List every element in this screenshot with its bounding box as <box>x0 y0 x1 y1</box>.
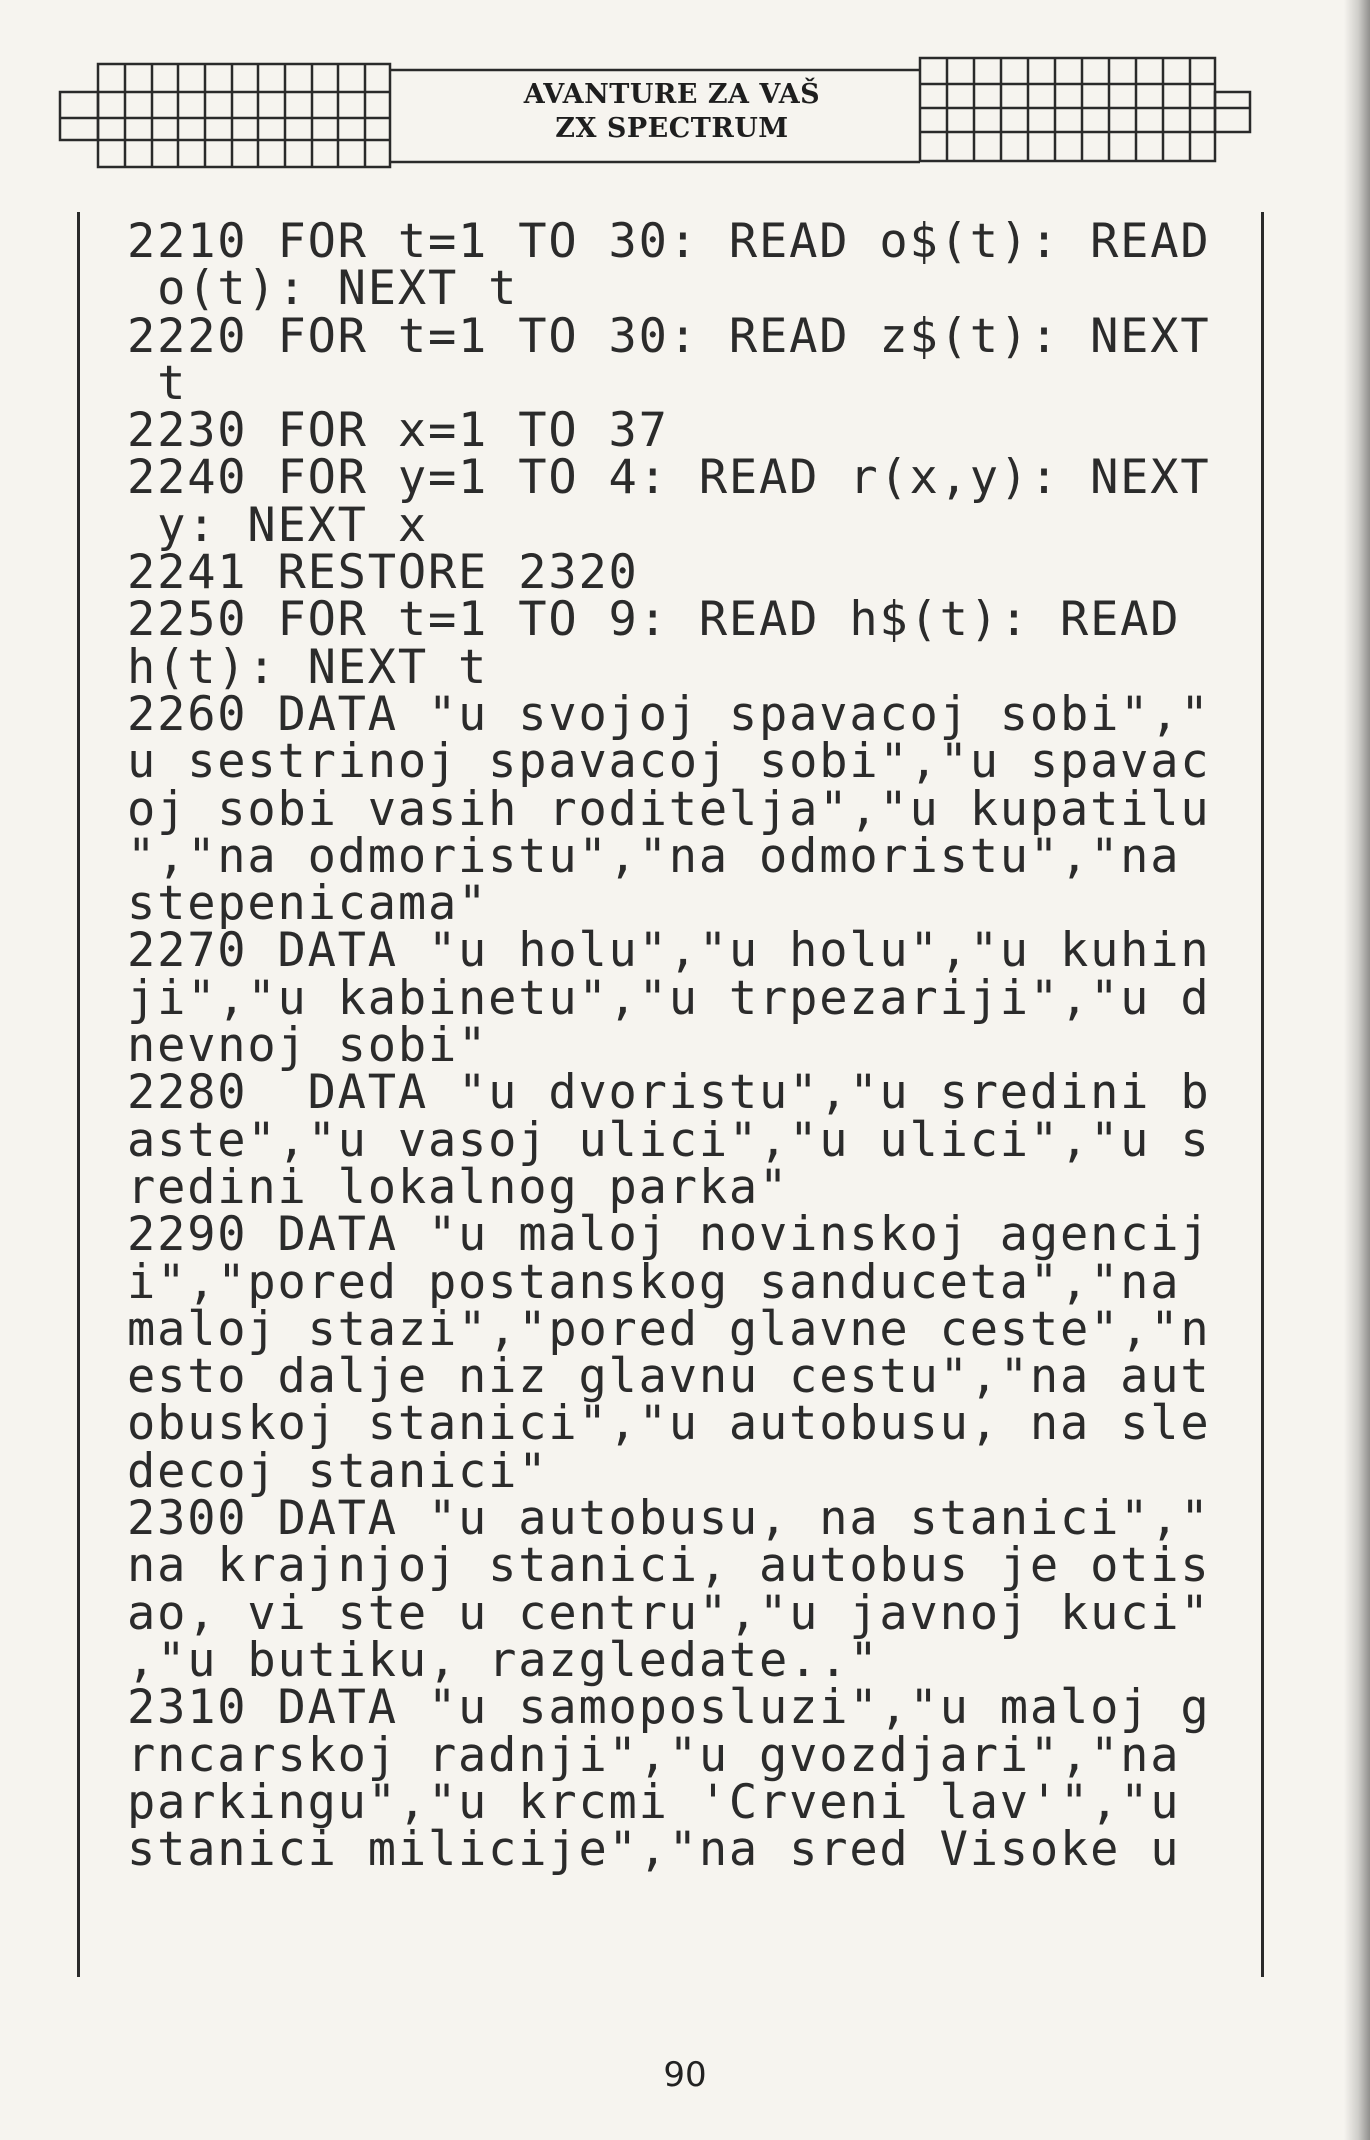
code-line: parkingu","u krcmi 'Crveni lav'","u <box>127 1774 1181 1830</box>
code-line: rncarskoj radnji","u gvozdjari","na <box>127 1727 1181 1783</box>
code-line: 2270 DATA "u holu","u holu","u kuhin <box>127 923 1211 979</box>
code-line: decoj stanici" <box>127 1443 549 1499</box>
code-line: 2280 DATA "u dvoristu","u sredini b <box>127 1065 1211 1121</box>
header-title-line-1: AVANTURE ZA VAŠ <box>523 79 821 110</box>
code-line: ji","u kabinetu","u trpezariji","u d <box>127 970 1211 1026</box>
code-line: 2240 FOR y=1 TO 4: READ r(x,y): NEXT <box>127 450 1211 506</box>
code-line: o(t): NEXT t <box>127 261 519 317</box>
code-line: 2241 RESTORE 2320 <box>127 545 639 601</box>
page-number: 90 <box>663 2055 707 2095</box>
code-line: t <box>127 355 188 411</box>
code-line: 2220 FOR t=1 TO 30: READ z$(t): NEXT <box>127 308 1211 364</box>
code-line: na krajnjoj stanici, autobus je otis <box>127 1538 1211 1594</box>
code-line: maloj stazi","pored glavne ceste","n <box>127 1301 1211 1357</box>
header-title <box>392 78 952 146</box>
code-line: stanici milicije","na sred Visoke u <box>127 1822 1181 1878</box>
code-line: aste","u vasoj ulici","u ulici","u s <box>127 1112 1211 1168</box>
basic-code-listing <box>127 214 1247 1878</box>
code-line: 2250 FOR t=1 TO 9: READ h$(t): READ <box>127 592 1181 648</box>
code-line: nevnoj sobi" <box>127 1018 489 1074</box>
code-line: ,"u butiku, razgledate.." <box>127 1632 880 1688</box>
code-line: 2260 DATA "u svojoj spavacoj sobi"," <box>127 686 1211 742</box>
code-line: 2290 DATA "u maloj novinskoj agencij <box>127 1207 1211 1263</box>
header-title-line-2: ZX SPECTRUM <box>555 113 789 144</box>
code-line: esto dalje niz glavnu cestu","na aut <box>127 1349 1211 1405</box>
code-line: obuskoj stanici","u autobusu, na sle <box>127 1396 1211 1452</box>
code-line: 2310 DATA "u samoposluzi","u maloj g <box>127 1680 1211 1736</box>
code-line: 2230 FOR x=1 TO 37 <box>127 403 669 459</box>
code-line: ao, vi ste u centru","u javnoj kuci" <box>127 1585 1211 1641</box>
code-line: stepenicama" <box>127 876 489 932</box>
code-line: i","pored postanskog sanduceta","na <box>127 1254 1181 1310</box>
code-line: 2210 FOR t=1 TO 30: READ o$(t): READ <box>127 214 1211 269</box>
page-edge-shadow <box>1344 0 1370 2140</box>
code-line: redini lokalnog parka" <box>127 1159 790 1215</box>
code-line: 2300 DATA "u autobusu, na stanici"," <box>127 1491 1211 1547</box>
code-line: oj sobi vasih roditelja","u kupatilu <box>127 781 1211 837</box>
header-banner <box>0 0 1370 190</box>
code-line: u sestrinoj spavacoj sobi","u spavac <box>127 734 1211 790</box>
code-line: ","na odmoristu","na odmoristu","na <box>127 828 1181 884</box>
code-line: y: NEXT x <box>127 497 428 553</box>
code-line: h(t): NEXT t <box>127 639 489 695</box>
